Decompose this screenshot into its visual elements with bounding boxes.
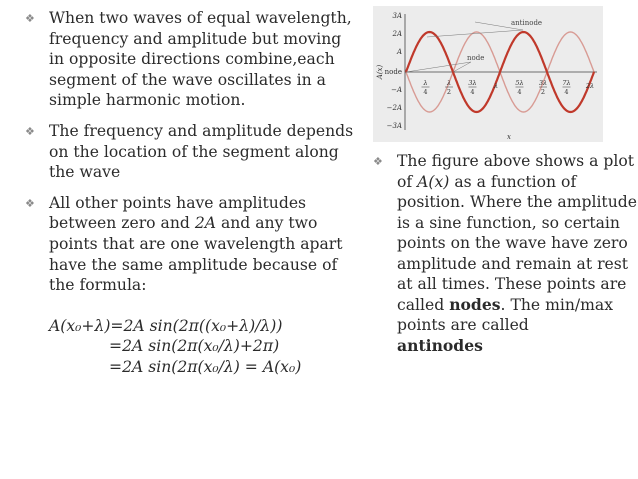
bullet-item: [25, 121, 360, 183]
x-tick-label: λ: [423, 79, 428, 87]
formula-line: A(x₀+λ)=2A sin(2π((x₀+λ)/λ)): [49, 316, 283, 335]
bullet-item: [25, 193, 360, 378]
x-tick-label: λ: [493, 82, 499, 90]
left-bullet-list: [25, 8, 360, 388]
y-tick-label: −2A: [386, 104, 402, 112]
amplitude-term: 2A: [194, 214, 216, 233]
function-term: A(x): [417, 172, 450, 191]
x-tick-denominator: 2: [446, 88, 452, 96]
y-axis-label: A(x): [376, 64, 384, 80]
x-tick-denominator: 4: [517, 88, 522, 96]
antinodes-term: antinodes: [397, 335, 483, 355]
bullet-marker-icon: ❖: [25, 196, 35, 210]
x-tick-denominator: 4: [470, 88, 475, 96]
x-tick-denominator: 4: [564, 88, 569, 96]
x-tick-label: 3λ: [468, 79, 477, 87]
x-tick-label: 3λ: [538, 79, 548, 87]
right-bullet: [373, 151, 637, 356]
y-tick-label: −A: [391, 86, 402, 94]
y-tick-label: node: [384, 68, 402, 76]
bullet-text-part: . The min/max points are called: [397, 295, 614, 334]
plot-background: [373, 6, 603, 142]
y-tick-label: 2A: [392, 30, 402, 38]
y-tick-label: −3A: [386, 122, 402, 130]
bullet-text-part: All other points have amplitudes between zero and: [49, 193, 307, 233]
x-tick-label: 5λ: [515, 79, 524, 87]
formula-line: =2A sin(2π(x₀/λ)+2π): [109, 337, 280, 356]
bullet-text: When two waves of equal wavelength, frequency and amplitude but moving in opposite directions combine,each segment of the wave oscillates in a simple harmonic motion.: [49, 9, 352, 110]
x-tick-label: 2λ: [585, 82, 595, 90]
x-tick-denominator: 4: [423, 88, 428, 96]
bullet-marker-icon: ❖: [25, 12, 35, 25]
bullet-text-part: and any two points that are one wavelength apart have the same amplitude because of the formula:: [49, 214, 343, 295]
formula-block: [49, 316, 360, 378]
x-tick-label: 7λ: [562, 79, 571, 87]
antinode-label: antinode: [511, 19, 543, 27]
standing-wave-plot: [373, 6, 603, 142]
nodes-term: nodes: [449, 294, 501, 314]
bullet-marker-icon: ❖: [25, 124, 35, 138]
y-tick-label: 3A: [392, 12, 402, 20]
formula-line: =2A sin(2π(x₀/λ) = A(x₀): [109, 357, 302, 376]
node-label: node: [467, 54, 485, 62]
bullet-text: [49, 193, 360, 296]
bullet-item: [25, 8, 360, 111]
standing-wave-figure: [373, 6, 603, 142]
x-tick-label: λ: [446, 79, 452, 87]
bullet-text-part: as a function of position. Where the amplitude is a sine function, so certain points on the wave have zero amplitude and remain at rest at all times. These points are called: [397, 172, 637, 314]
y-tick-label: A: [396, 48, 402, 56]
bullet-text: The frequency and amplitude depends on the location of the segment along the wave: [49, 121, 354, 182]
x-axis-label: x: [507, 133, 511, 141]
x-tick-denominator: 2: [540, 88, 546, 96]
bullet-text-part: The figure above shows a plot of: [397, 152, 634, 191]
bullet-marker-icon: ❖: [373, 155, 383, 168]
bullet-text: [397, 151, 637, 356]
